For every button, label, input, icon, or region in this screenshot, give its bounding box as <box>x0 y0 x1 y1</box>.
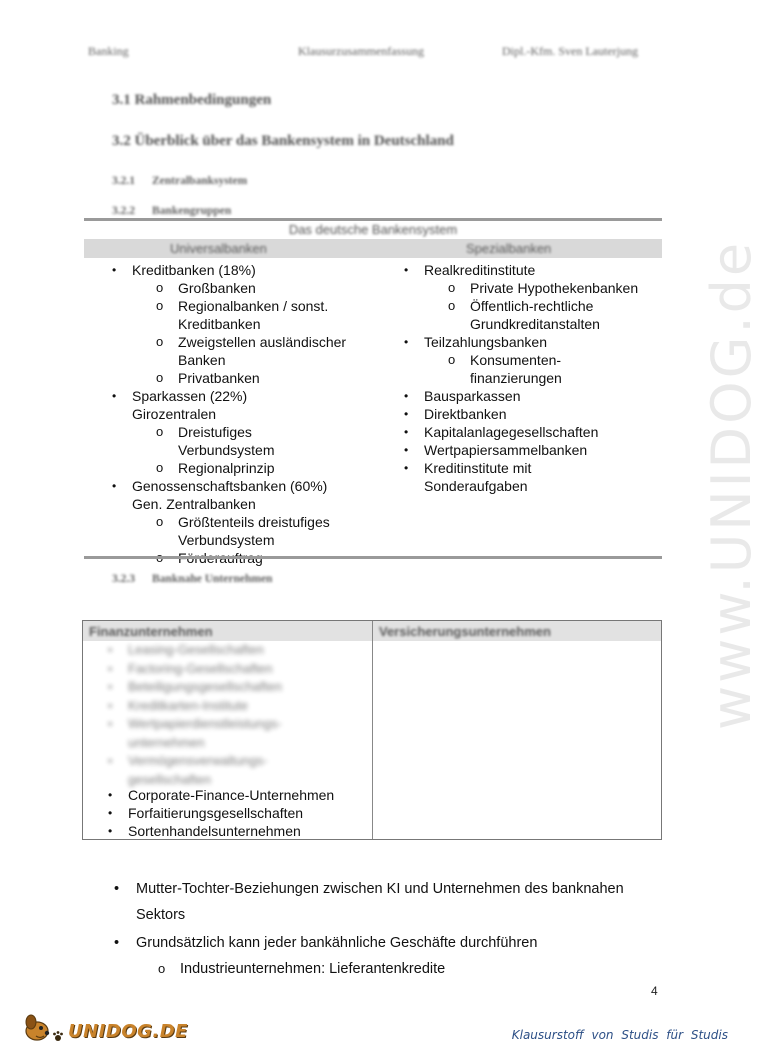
bullet-marker: • <box>114 935 120 951</box>
universal-bank-text: Sparkassen (22%) <box>132 388 248 404</box>
page-number: 4 <box>651 984 658 998</box>
bullet-marker: • <box>404 407 409 421</box>
finance-item <box>100 804 334 822</box>
body-sub-bullet <box>112 956 624 982</box>
special-bank-text: Bausparkassen <box>424 388 521 404</box>
sub-bullet-marker: o <box>156 298 164 313</box>
special-bank-item <box>396 333 638 351</box>
body-bullet-2 <box>112 930 624 956</box>
special-bank-text: Realkreditinstitute <box>424 262 536 278</box>
finance-blurred-text: Leasing-Gesellschaften <box>128 642 264 657</box>
heading-3-2-3-number: 3.2.3 <box>112 573 135 585</box>
universal-bank-text: Kreditbanken (18%) <box>132 262 256 278</box>
universal-bank-item <box>104 333 346 351</box>
universal-bank-text: Verbundsystem <box>178 532 275 548</box>
bank-table-col-special: Spezialbanken <box>466 241 552 256</box>
finance-blurred-text: unternehmen <box>128 734 205 750</box>
sub-bullet-marker: o <box>448 298 456 313</box>
finance-text: Sortenhandelsunternehmen <box>128 823 301 839</box>
bullet-marker: • <box>108 661 113 676</box>
universal-bank-item <box>104 405 346 423</box>
finance-blurred-item <box>100 734 282 753</box>
special-bank-item <box>396 315 638 333</box>
heading-3-2: 3.2 Überblick über das Bankensystem in Deutschland <box>112 133 454 149</box>
bullet-marker: • <box>108 824 113 838</box>
special-bank-item <box>396 459 638 477</box>
heading-3-2-2 <box>112 205 231 217</box>
sub-bullet-marker: o <box>448 280 456 295</box>
special-bank-list <box>396 261 638 495</box>
sub-bullet-marker: o <box>156 334 164 349</box>
heading-3-2-1-text: Zentralbanksystem <box>152 175 248 187</box>
dog-icon <box>22 1012 52 1042</box>
heading-3-1: 3.1 Rahmenbedingungen <box>112 92 272 108</box>
universal-bank-item <box>104 495 346 513</box>
universal-bank-item <box>104 279 346 297</box>
universal-bank-text: Kreditbanken <box>178 316 261 332</box>
universal-bank-text: Girozentralen <box>132 406 217 422</box>
finance-list-blurred <box>100 641 282 789</box>
special-bank-item <box>396 405 638 423</box>
universal-bank-text: Regionalprinzip <box>178 460 275 476</box>
sub-bullet-marker: o <box>156 280 164 295</box>
bank-table-bottom-rule <box>84 556 662 559</box>
heading-3-2-3-text: Banknahe Unternehmen <box>152 573 273 585</box>
special-bank-item <box>396 351 638 369</box>
body-bullet-1-line2: Sektors <box>136 907 186 923</box>
special-bank-item <box>396 261 638 279</box>
universal-bank-text: Banken <box>178 352 226 368</box>
body-bullets <box>112 876 624 982</box>
universal-bank-item <box>104 441 346 459</box>
special-bank-item <box>396 297 638 315</box>
finance-blurred-text: Beteiligungsgesellschaften <box>128 679 282 694</box>
finance-item <box>100 786 334 804</box>
finance-blurred-text: gesellschaften <box>128 771 212 787</box>
finance-blurred-item <box>100 715 282 734</box>
bullet-marker: • <box>404 335 409 349</box>
universal-bank-item <box>104 297 346 315</box>
heading-3-2-3 <box>112 573 272 585</box>
bullet-marker: • <box>108 788 113 802</box>
special-bank-text: finanzierungen <box>470 370 562 386</box>
watermark: www.UNIDOG.de <box>700 239 763 730</box>
bullet-marker: • <box>404 425 409 439</box>
col-finanzunternehmen: Finanzunternehmen <box>89 624 213 639</box>
finance-item <box>100 822 334 840</box>
bank-table-top-rule <box>84 218 662 221</box>
sub-bullet-marker: o <box>448 352 456 367</box>
bullet-marker: • <box>108 643 113 657</box>
bullet-marker: • <box>404 443 409 457</box>
universal-bank-text: Großbanken <box>178 280 256 296</box>
finance-text: Corporate-Finance-Unternehmen <box>128 787 335 803</box>
finance-text: Forfaitierungsgesellschaften <box>128 805 304 821</box>
heading-3-2-1-number: 3.2.1 <box>112 175 135 187</box>
special-bank-item <box>396 387 638 405</box>
sub-bullet-marker: o <box>156 370 164 385</box>
bullet-marker: • <box>404 389 409 403</box>
heading-3-2-2-number: 3.2.2 <box>112 205 135 217</box>
special-bank-item <box>396 423 638 441</box>
universal-bank-item <box>104 477 346 495</box>
sub-bullet-marker: o <box>156 460 164 475</box>
finance-blurred-item <box>100 697 282 716</box>
finance-blurred-item <box>100 678 282 697</box>
finance-list <box>100 786 334 840</box>
special-bank-text: Direktbanken <box>424 406 507 422</box>
col-versicherungsunternehmen: Versicherungsunternehmen <box>379 624 551 639</box>
sub-bullet-marker: o <box>156 424 164 439</box>
special-bank-text: Grundkreditanstalten <box>470 316 600 332</box>
special-bank-item <box>396 369 638 387</box>
universal-bank-text: Privatbanken <box>178 370 260 386</box>
special-bank-text: Wertpapiersammelbanken <box>424 442 588 458</box>
bullet-marker: • <box>108 680 113 694</box>
universal-bank-text: Verbundsystem <box>178 442 275 458</box>
finance-blurred-text: Factoring-Gesellschaften <box>128 660 273 676</box>
bullet-marker: • <box>108 698 113 713</box>
finance-blurred-item <box>100 752 282 771</box>
universal-bank-item <box>104 513 346 531</box>
universal-bank-text: Regionalbanken / sonst. <box>178 298 329 314</box>
sub-bullet-marker: o <box>156 514 164 529</box>
special-bank-text: Öffentlich-rechtliche <box>470 298 594 314</box>
bullet-marker: • <box>112 479 117 493</box>
bank-table-title: Das deutsche Bankensystem <box>288 222 458 237</box>
bullet-marker: • <box>114 881 120 897</box>
universal-bank-text: Dreistufiges <box>178 424 252 440</box>
universal-bank-text: Genossenschaftsbanken (60%) <box>132 478 328 494</box>
body-sub-bullet-text: Industrieunternehmen: Lieferantenkredite <box>180 961 446 977</box>
footer-tagline: Klausurstoff von Studis für Studis <box>511 1028 728 1042</box>
universal-bank-item <box>104 423 346 441</box>
special-bank-item <box>396 477 638 495</box>
bullet-marker: • <box>112 389 117 403</box>
heading-3-2-1 <box>112 175 247 187</box>
universal-bank-item <box>104 531 346 549</box>
special-bank-text: Kapitalanlagegesellschaften <box>424 424 599 440</box>
finance-blurred-text: Kreditkarten-Institute <box>128 697 248 713</box>
finance-blurred-item <box>100 641 282 660</box>
special-bank-item <box>396 441 638 459</box>
bank-table-col-universal: Universalbanken <box>170 241 267 256</box>
universal-bank-item <box>104 387 346 405</box>
body-bullet-1-line1: Mutter-Tochter-Beziehungen zwischen KI und Unternehmen des banknahen <box>136 881 624 897</box>
banknahe-table-divider <box>372 621 373 839</box>
bullet-marker: • <box>108 754 113 768</box>
body-bullet-1 <box>112 876 624 902</box>
header-right: Dipl.-Kfm. Sven Lauterjung <box>502 44 638 58</box>
bullet-marker: • <box>404 461 409 475</box>
universal-bank-text: Zweigstellen ausländischer <box>178 334 347 350</box>
special-bank-text: Teilzahlungsbanken <box>424 334 547 350</box>
bullet-marker: • <box>108 806 113 820</box>
heading-3-2-2-text: Bankengruppen <box>152 205 232 217</box>
special-bank-text: Konsumenten- <box>470 352 562 368</box>
special-bank-item <box>396 279 638 297</box>
special-bank-text: Kreditinstitute mit <box>424 460 532 476</box>
finance-blurred-text: Wertpapierdienstleistungs- <box>128 716 282 731</box>
body-bullet-2-text: Grundsätzlich kann jeder bankähnliche Geschäfte durchführen <box>136 935 538 951</box>
body-bullet-1-cont <box>112 902 624 928</box>
universal-bank-item <box>104 459 346 477</box>
universal-bank-text: Größtenteils dreistufiges <box>178 514 330 530</box>
universal-bank-item <box>104 261 346 279</box>
finance-blurred-item <box>100 660 282 679</box>
unidog-logo[interactable] <box>22 1012 188 1042</box>
bullet-marker: • <box>112 263 117 277</box>
finance-blurred-text: Vermögensverwaltungs- <box>128 753 268 768</box>
bullet-marker: • <box>108 717 113 731</box>
sub-bullet-marker: o <box>158 961 166 976</box>
universal-bank-item <box>104 369 346 387</box>
logo-text: UNIDOG.DE <box>68 1021 188 1042</box>
header-center: Klausurzusammenfassung <box>298 44 424 58</box>
bullet-marker: • <box>404 263 409 277</box>
universal-bank-item <box>104 351 346 369</box>
universal-bank-list <box>104 261 346 567</box>
header-left: Banking <box>88 44 129 58</box>
universal-bank-item <box>104 315 346 333</box>
paw-icon <box>52 1030 64 1042</box>
special-bank-text: Sonderaufgaben <box>424 478 528 494</box>
special-bank-text: Private Hypothekenbanken <box>470 280 639 296</box>
universal-bank-text: Gen. Zentralbanken <box>132 496 256 512</box>
